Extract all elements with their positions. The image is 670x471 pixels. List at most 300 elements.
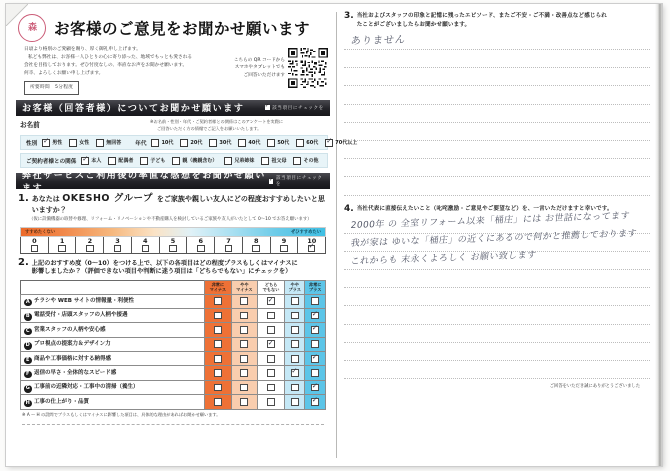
matrix-col-3-line2: プラス [288, 287, 301, 292]
matrix-column-header-4 [305, 280, 326, 294]
q3-answer-line-4[interactable] [344, 105, 650, 123]
question-1-subtext: （仮に設備機器の取替や修理、リフォーム・リノベーションや不動産購入を検討しているご家族や友人がいたとして 0〜10 でお答え願います） [29, 217, 312, 223]
matrix-row-text-D: プロ視点の提案力＆デザイン力 [34, 341, 111, 348]
matrix-checkbox-E-1[interactable] [240, 355, 248, 363]
matrix-cell-D-0[interactable] [205, 337, 232, 351]
intro-line-3: 会社を目指しております。ぜひ忖度なしの、率直なお声をお聞かせ願います。 [24, 63, 188, 69]
age-option-5[interactable] [296, 139, 318, 147]
page-title: お客様のご意見をお聞かせ願います [54, 20, 311, 38]
question-3-number: 3. [344, 11, 354, 21]
matrix-checkbox-C-4[interactable] [311, 326, 319, 334]
matrix-checkbox-D-4[interactable] [311, 340, 319, 348]
matrix-cell-F-4[interactable] [305, 366, 326, 380]
nps-right-label: ぜひすすめたい [290, 229, 321, 235]
matrix-col-2-line1: どちら [264, 281, 278, 287]
matrix-row-label-C [21, 323, 205, 337]
question-3-text [357, 12, 607, 30]
matrix-cell-H-2[interactable] [258, 395, 285, 409]
matrix-cell-C-0[interactable] [205, 323, 232, 337]
age-checkbox-0[interactable] [151, 139, 159, 147]
nps-checkbox-3[interactable] [114, 245, 122, 253]
nps-value-5: 5 [170, 236, 176, 245]
check-instruction-label: 該当項目にチェックを [275, 176, 323, 188]
matrix-col-0-line2: マイナス [209, 287, 227, 292]
age-label-2: 30代 [219, 140, 232, 147]
nps-cell-7[interactable] [215, 237, 243, 253]
nps-checkbox-7[interactable] [225, 245, 233, 253]
nps-cell-8[interactable] [243, 237, 271, 253]
qr-code-icon[interactable] [288, 48, 328, 88]
nps-value-1: 1 [59, 236, 65, 245]
relation-checkbox-6[interactable] [293, 157, 301, 165]
matrix-cell-C-1[interactable] [231, 323, 258, 337]
matrix-row [21, 395, 326, 409]
relation-option-2[interactable] [140, 157, 165, 165]
q4-handwritten-text-0: 2000年 の 全室リフォーム以来「桶庄」には お世話になってます [350, 210, 631, 231]
matrix-row-text-G: 工事前の近隣対応・工事中の清掃（養生） [34, 384, 139, 391]
q4-handwritten-text-1: 我が家は ゆいな「桶庄」の近くにあるので何かと推薦しております [350, 228, 638, 249]
q3-text-line-2: たことがございましたらお聞かせ願います。 [356, 21, 471, 28]
matrix-col-2-line2: でもない [262, 287, 280, 292]
relation-label-6: その他 [303, 158, 319, 165]
q2-text-line-2: 影響しましたか？（評価できない項目や判断に迷う項目は「どちらでもない」にチェックを） [31, 268, 292, 276]
matrix-checkbox-E-4[interactable] [311, 355, 319, 363]
q2-text-line-1: 上記のおすすめ度（0〜10）をつける上で、以下の各項目はどの程度プラスもしくはマイナスに [31, 259, 298, 267]
matrix-checkbox-C-1[interactable] [240, 326, 248, 334]
qr-instruction-text [234, 57, 285, 79]
matrix-row-text-F: 返信の早さ・全体的なスピード感 [34, 369, 117, 376]
nps-cell-10[interactable] [298, 237, 325, 253]
age-label-4: 50代 [277, 140, 290, 147]
matrix-row-badge-D: D [25, 342, 30, 349]
matrix-row-text-E: 商品や工事価格に対する納得感 [34, 355, 112, 362]
matrix-checkbox-H-1[interactable] [240, 398, 248, 406]
matrix-checkbox-F-0[interactable] [214, 369, 222, 377]
intro-section [14, 44, 332, 95]
matrix-cell-D-2[interactable] [258, 337, 285, 351]
matrix-checkbox-B-1[interactable] [240, 312, 248, 320]
matrix-checkbox-G-0[interactable] [214, 384, 222, 392]
matrix-cell-B-1[interactable] [231, 308, 258, 322]
matrix-cell-B-4[interactable] [305, 308, 326, 322]
question-2-number: 2. [18, 256, 29, 268]
matrix-row [21, 337, 326, 351]
age-label-6: 70代以上 [335, 140, 358, 147]
check-instruction-customer [265, 105, 324, 111]
matrix-cell-F-2[interactable] [258, 366, 285, 380]
company-seal-icon: 森 [18, 14, 46, 42]
check-instruction-service [269, 175, 324, 187]
matrix-col-4-line1: 非常に [308, 281, 322, 287]
matrix-cell-C-2[interactable] [258, 323, 285, 337]
nps-cell-0[interactable] [21, 237, 49, 253]
q1-text-post: をご家族や親しい友人にどの程度おすすめしたいと思いますか？ [31, 195, 325, 215]
matrix-row [21, 323, 326, 337]
matrix-cell-H-3[interactable] [285, 395, 305, 409]
matrix-row-label-F [21, 366, 205, 380]
matrix-row-badge-F: F [24, 371, 32, 379]
matrix-checkbox-E-3[interactable] [291, 355, 299, 363]
question-2-block [14, 254, 332, 425]
section-header-service [16, 171, 330, 195]
question-2-header [18, 258, 328, 277]
age-checkbox-2[interactable] [209, 139, 217, 147]
matrix-cell-E-2[interactable] [258, 352, 285, 366]
matrix-checkbox-B-3[interactable] [291, 312, 299, 320]
nps-checkbox-4[interactable] [142, 245, 150, 253]
gender-label-0: 男性 [52, 140, 63, 147]
matrix-row-text-A: チラシや WEB サイトの情報量・利便性 [34, 297, 134, 304]
gender-option-2[interactable] [96, 139, 121, 147]
matrix-checkbox-H-3[interactable] [291, 398, 299, 406]
matrix-cell-A-2[interactable] [258, 294, 285, 308]
matrix-checkbox-F-1[interactable] [240, 369, 248, 377]
age-option-2[interactable] [209, 139, 231, 147]
intro-text [24, 46, 228, 95]
relation-label-2: 子ども [150, 158, 166, 165]
matrix-checkbox-D-1[interactable] [240, 340, 248, 348]
matrix-cell-E-4[interactable] [305, 352, 326, 366]
matrix-checkbox-G-3[interactable] [291, 384, 299, 392]
nps-checkbox-9[interactable] [280, 245, 288, 253]
q3-handwritten-text-0: ありません [350, 34, 407, 47]
nps-value-10: 10 [307, 236, 317, 245]
q1-text-pre: あなたは [31, 195, 63, 204]
nps-value-9: 9 [281, 236, 287, 245]
nps-checkbox-2[interactable] [86, 245, 94, 253]
left-column [14, 8, 358, 425]
matrix-row-badge-E: E [24, 357, 32, 365]
matrix-checkbox-F-3[interactable] [291, 369, 299, 377]
relation-option-3[interactable] [172, 157, 217, 165]
matrix-row [21, 366, 326, 380]
dashed-divider [22, 424, 324, 425]
q4-answer-line-8[interactable] [344, 361, 650, 379]
age-checkbox-6[interactable] [325, 139, 333, 147]
matrix-cell-G-1[interactable] [231, 380, 258, 394]
matrix-cell-B-3[interactable] [285, 308, 305, 322]
name-side-note [150, 119, 328, 133]
nps-cell-2[interactable] [76, 237, 104, 253]
matrix-cell-E-0[interactable] [205, 352, 232, 366]
matrix-cell-D-3[interactable] [285, 337, 305, 351]
matrix-checkbox-A-3[interactable] [291, 297, 299, 305]
gender-option-0[interactable] [42, 139, 62, 147]
matrix-checkbox-B-4[interactable] [311, 312, 319, 320]
matrix-cell-G-2[interactable] [258, 380, 285, 394]
gender-option-1[interactable] [69, 139, 89, 147]
q4-answer-line-7[interactable] [344, 343, 650, 361]
matrix-checkbox-F-4[interactable] [311, 369, 319, 377]
matrix-cell-A-3[interactable] [285, 294, 305, 308]
question-1-header [18, 193, 328, 215]
relation-checkbox-4[interactable] [224, 157, 232, 165]
matrix-checkbox-B-2[interactable] [267, 312, 275, 320]
matrix-row [21, 308, 326, 322]
q3-answer-line-1[interactable] [344, 50, 650, 68]
relation-options [81, 157, 318, 165]
nps-value-7: 7 [226, 236, 231, 245]
qr-section [234, 46, 328, 88]
nps-cell-9[interactable] [271, 237, 299, 253]
q3-answer-line-5[interactable] [344, 123, 650, 141]
page-spine-shadow [655, 4, 662, 466]
matrix-cell-E-1[interactable] [231, 352, 258, 366]
matrix-cell-F-1[interactable] [231, 366, 258, 380]
nps-cell-6[interactable] [187, 237, 215, 253]
matrix-column-header-2 [258, 280, 285, 294]
matrix-row-text-H: 工事の仕上がり・品質 [34, 398, 90, 405]
age-option-4[interactable] [267, 139, 289, 147]
matrix-col-3-line1: やや [290, 281, 299, 287]
matrix-checkbox-H-4[interactable] [311, 398, 319, 406]
gender-options [42, 139, 121, 147]
matrix-checkbox-C-0[interactable] [214, 326, 222, 334]
matrix-checkbox-C-3[interactable] [291, 326, 299, 334]
question-1-number: 1. [18, 193, 29, 205]
relation-label: ご契約者様との関係 [26, 158, 77, 165]
matrix-body [21, 294, 326, 409]
relation-checkbox-1[interactable] [108, 157, 116, 165]
relation-label-0: 本人 [91, 158, 102, 165]
matrix-cell-G-0[interactable] [205, 380, 232, 394]
matrix-row-label-A [21, 294, 205, 308]
matrix-cell-D-1[interactable] [231, 337, 258, 351]
q4-answer-line-5[interactable] [344, 306, 650, 324]
question-4-text: 当社代表に直接伝えたいこと（叱咤激励・ご意見やご要望など）を、一言いただけますと幸いです。 [356, 205, 613, 212]
q4-answer-line-2[interactable] [344, 252, 650, 270]
matrix-checkbox-C-2[interactable] [267, 326, 275, 334]
matrix-cell-H-0[interactable] [205, 395, 232, 409]
gender-checkbox-0[interactable] [42, 139, 50, 147]
section-title-service: 弊社サービスご利用後の率直な感想をお聞かせ願います [22, 171, 266, 195]
matrix-col-1-line1: やや [240, 281, 249, 287]
q4-handwritten-text-2: これからも 末永くよろしく お願い致します [350, 250, 537, 268]
matrix-checkbox-A-1[interactable] [240, 297, 248, 305]
paper-sheet [6, 4, 662, 466]
nps-cell-5[interactable] [160, 237, 188, 253]
matrix-row-label-H [21, 395, 205, 409]
matrix-row-label-E [21, 352, 205, 366]
matrix-row [21, 380, 326, 394]
relation-option-6[interactable] [293, 157, 318, 165]
relation-option-0[interactable] [81, 157, 101, 165]
relation-option-1[interactable] [108, 157, 133, 165]
nps-cell-1[interactable] [49, 237, 77, 253]
time-required-badge: 所要時間 5分程度 [24, 81, 79, 94]
check-instruction-label: 該当項目にチェックを [272, 105, 324, 111]
age-checkbox-3[interactable] [238, 139, 246, 147]
nps-scale [20, 227, 326, 254]
matrix-checkbox-B-0[interactable] [214, 312, 222, 320]
question-1-block [14, 189, 332, 253]
nps-scale-cells [20, 237, 326, 254]
nps-value-8: 8 [253, 236, 259, 245]
matrix-cell-B-2[interactable] [258, 308, 285, 322]
matrix-col-1-line2: マイナス [236, 287, 253, 292]
age-label-5: 60代 [306, 140, 319, 147]
qr-text-line-2: スマホやタブレットでも [234, 65, 285, 71]
matrix-checkbox-D-2[interactable] [267, 340, 275, 348]
matrix-cell-C-3[interactable] [285, 323, 305, 337]
relation-option-5[interactable] [261, 157, 286, 165]
nps-cell-3[interactable] [104, 237, 132, 253]
relation-row [20, 153, 328, 168]
document-header [14, 8, 332, 44]
matrix-checkbox-A-0[interactable] [214, 297, 222, 305]
customer-info-block [14, 116, 358, 169]
intro-line-1: 日頃より格別のご愛顧を賜り、厚く御礼申し上げます。 [24, 47, 141, 52]
relation-label-1: 配偶者 [118, 158, 134, 165]
side-note-line-1: ※お名前・性別・年代・ご契約者様との関係はこのアンケートを実際に [150, 118, 284, 124]
matrix-cell-A-1[interactable] [231, 294, 258, 308]
question-4-answer-area[interactable] [344, 210, 650, 380]
column-divider [336, 12, 337, 458]
relation-checkbox-0[interactable] [81, 157, 89, 165]
nps-checkbox-0[interactable] [31, 245, 39, 253]
matrix-row-badge-B: B [25, 313, 30, 320]
matrix-cell-F-0[interactable] [205, 366, 232, 380]
age-checkbox-4[interactable] [267, 139, 275, 147]
matrix-row [21, 352, 326, 366]
gender-label-1: 女性 [79, 140, 90, 147]
name-row [20, 119, 328, 133]
gender-label-2: 無回答 [106, 140, 122, 147]
nps-value-4: 4 [143, 236, 148, 245]
q3-answer-line-2[interactable] [344, 68, 650, 86]
qr-text-line-3: ご回答いただけます [243, 72, 285, 78]
age-option-0[interactable] [151, 139, 173, 147]
matrix-checkbox-A-4[interactable] [311, 297, 319, 305]
nps-checkbox-5[interactable] [169, 245, 177, 253]
matrix-col-0-line1: 非常に [211, 281, 225, 287]
gender-age-row [20, 135, 358, 150]
gender-checkbox-2[interactable] [96, 139, 104, 147]
relation-checkbox-5[interactable] [261, 157, 269, 165]
question-2-text [32, 260, 298, 277]
q1-brand-name: OKESHO [62, 193, 110, 205]
thank-you-footer: ご回答をいただき誠にありがとうございました [549, 384, 640, 390]
matrix-cell-G-4[interactable] [305, 380, 326, 394]
nps-checkbox-8[interactable] [252, 245, 260, 253]
matrix-cell-H-4[interactable] [305, 395, 326, 409]
q3-text-line-1: 当社およびスタッフの印象と記憶に残ったエピソード、またご不安・ご不満・改善点など感じられ [356, 13, 607, 19]
age-option-1[interactable] [180, 139, 202, 147]
matrix-cell-F-3[interactable] [285, 366, 305, 380]
relation-checkbox-2[interactable] [140, 157, 148, 165]
age-label: 年代 [135, 140, 147, 147]
intro-line-4: 何卒、よろしくお願い申し上げます。 [24, 71, 104, 77]
q3-answer-line-8[interactable] [344, 177, 650, 195]
matrix-cell-H-1[interactable] [231, 395, 258, 409]
matrix-checkbox-G-2[interactable] [267, 384, 275, 392]
matrix-cell-G-3[interactable] [285, 380, 305, 394]
matrix-checkbox-D-3[interactable] [291, 340, 299, 348]
q3-answer-line-7[interactable] [344, 159, 650, 177]
matrix-checkbox-E-0[interactable] [214, 355, 222, 363]
nps-checkbox-1[interactable] [58, 245, 66, 253]
gender-checkbox-1[interactable] [69, 139, 77, 147]
question-1-text [32, 193, 328, 215]
question-4-block [344, 205, 650, 380]
matrix-row-label-B [21, 308, 205, 322]
matrix-checkbox-E-2[interactable] [267, 355, 275, 363]
matrix-cell-A-4[interactable] [305, 294, 326, 308]
matrix-row-badge-G: G [25, 385, 30, 392]
matrix-checkbox-F-2[interactable] [267, 369, 275, 377]
relation-option-4[interactable] [224, 157, 254, 165]
matrix-checkbox-A-2[interactable] [267, 297, 275, 305]
matrix-header-row [21, 280, 326, 294]
matrix-cell-E-3[interactable] [285, 352, 305, 366]
nps-value-3: 3 [115, 236, 120, 245]
matrix-cell-D-4[interactable] [305, 337, 326, 351]
matrix-checkbox-H-2[interactable] [267, 398, 275, 406]
relation-checkbox-3[interactable] [172, 157, 180, 165]
age-option-3[interactable] [238, 139, 260, 147]
matrix-row-label-G [21, 380, 205, 394]
section-title-customer: お客様（回答者様）についてお聞かせ願います [22, 104, 245, 115]
name-field-label: お名前 [20, 120, 40, 129]
nps-checkbox-10[interactable] [308, 245, 316, 253]
age-label-1: 20代 [190, 140, 203, 147]
matrix-cell-A-0[interactable] [205, 294, 232, 308]
matrix-row [21, 294, 326, 308]
matrix-cell-C-4[interactable] [305, 323, 326, 337]
matrix-checkbox-H-0[interactable] [214, 398, 222, 406]
nps-value-0: 0 [32, 236, 37, 245]
matrix-col-4-line2: プラス [308, 287, 322, 292]
nps-cell-4[interactable] [132, 237, 160, 253]
age-label-0: 10代 [161, 140, 174, 147]
age-checkbox-5[interactable] [296, 139, 304, 147]
q3-answer-line-3[interactable] [344, 86, 650, 104]
matrix-row-label-D [21, 337, 205, 351]
q3-answer-line-6[interactable] [344, 141, 650, 159]
relation-label-5: 祖父母 [271, 158, 287, 165]
side-note-line-2: ご回答いただく方の情報でご記入をお願いいたします。 [157, 125, 262, 131]
checkbox-sample-icon [265, 105, 270, 110]
matrix-checkbox-G-4[interactable] [311, 384, 319, 392]
age-options [151, 139, 357, 147]
q4-answer-line-4[interactable] [344, 288, 650, 306]
right-column [344, 12, 650, 389]
q1-text-mid: グループ [110, 193, 157, 205]
matrix-row-badge-A: A [25, 298, 30, 305]
matrix-row-text-C: 営業スタッフの人柄や安心感 [34, 326, 106, 333]
relation-label-4: 兄弟姉妹 [234, 158, 255, 165]
q4-answer-line-6[interactable] [344, 325, 650, 343]
matrix-column-header-3 [285, 280, 305, 294]
question-3-answer-area[interactable] [344, 32, 650, 196]
matrix-checkbox-D-0[interactable] [214, 340, 222, 348]
qr-text-line-1: こちらの QR コードから [233, 57, 285, 63]
matrix-cell-B-0[interactable] [205, 308, 232, 322]
q3-answer-line-0[interactable] [344, 32, 650, 50]
matrix-checkbox-G-1[interactable] [240, 384, 248, 392]
matrix-footnote: ※ A 〜 H の設問でプラスもしくはマイナスに影響した項目は、具体的な理由があればお聞かせ願います。 [22, 412, 221, 418]
intro-line-2: 私ども弊社は、お客様一人ひとりの心に寄り添った、地域でもっとも愛される [28, 55, 193, 61]
matrix-row-text-B: 電話受付・店頭スタッフの人柄や接遇 [34, 312, 128, 319]
nps-checkbox-6[interactable] [197, 245, 205, 253]
matrix-column-header-0 [205, 280, 232, 294]
nps-gradient-bar [20, 227, 326, 237]
rating-matrix-table [20, 280, 326, 410]
relation-label-3: 親（義親含む） [182, 158, 218, 165]
q4-answer-line-3[interactable] [344, 270, 650, 288]
question-3-header [344, 12, 650, 30]
age-checkbox-1[interactable] [180, 139, 188, 147]
